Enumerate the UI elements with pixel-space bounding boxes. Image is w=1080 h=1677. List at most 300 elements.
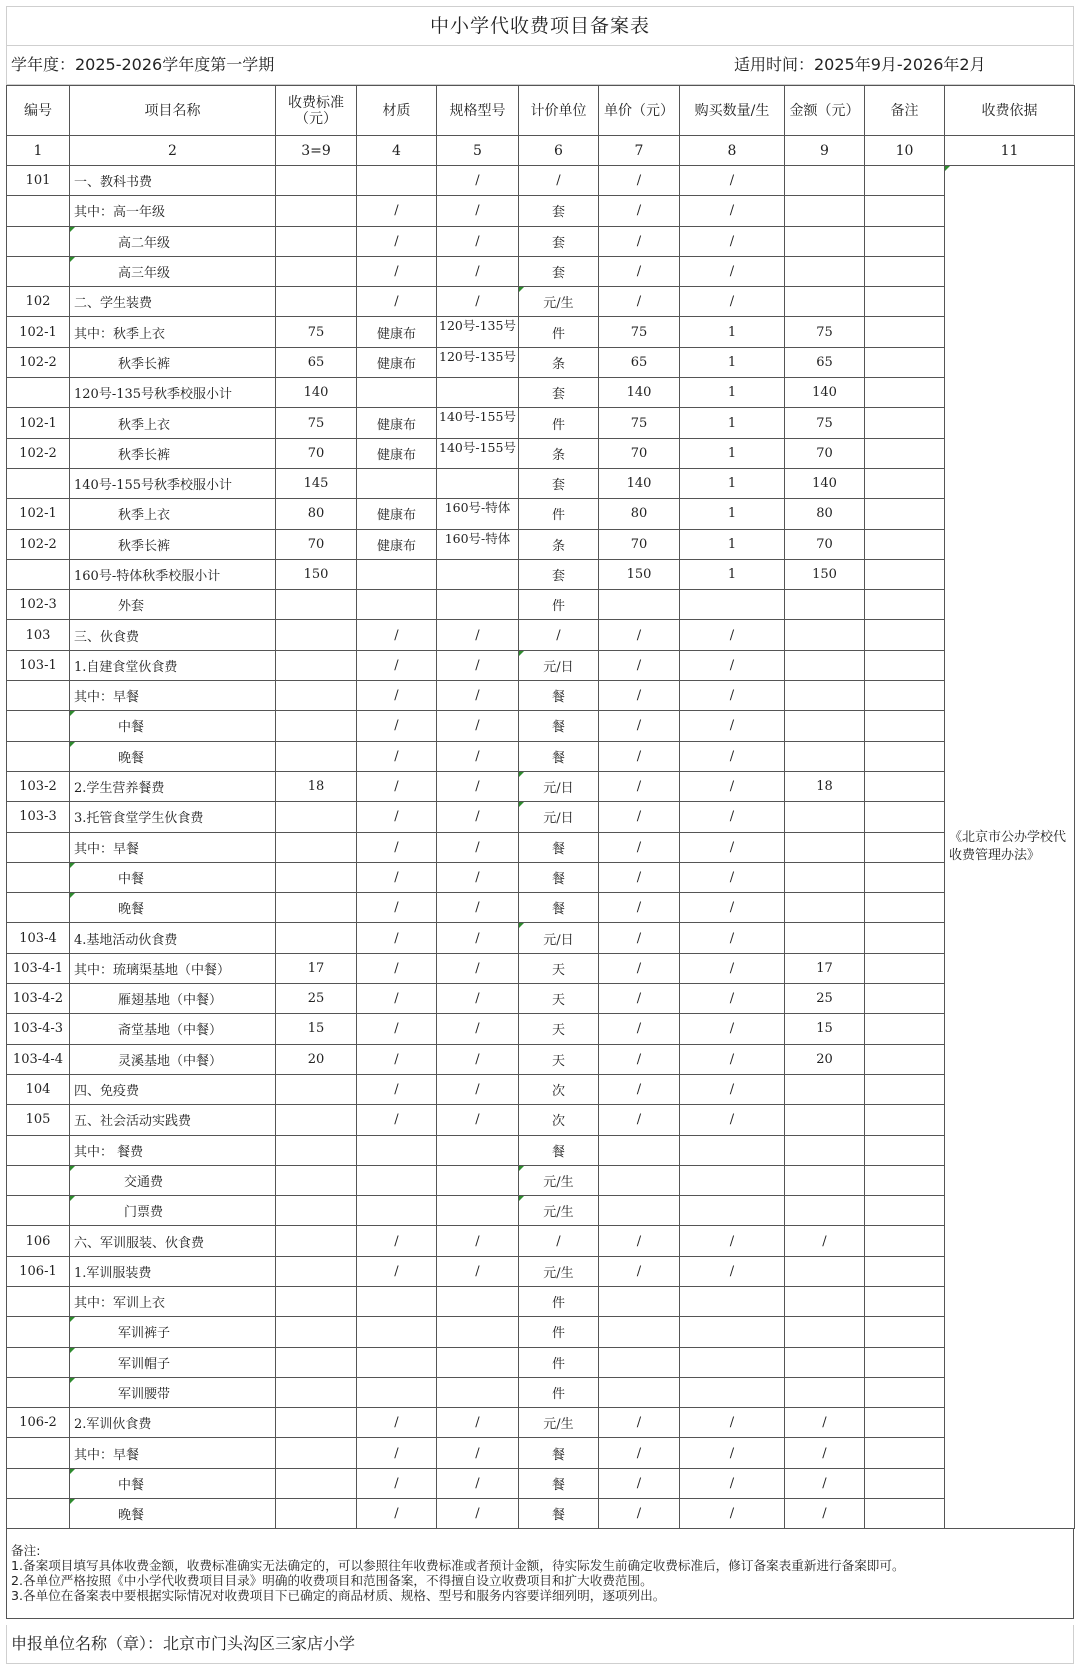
pricing-unit: 元/日	[519, 923, 599, 953]
unit-price: /	[599, 741, 680, 771]
item-name: 五、社会活动实践费	[70, 1105, 276, 1135]
remark	[865, 1468, 945, 1498]
remark	[865, 287, 945, 317]
remark	[865, 711, 945, 741]
header-note: 备注	[865, 86, 945, 136]
material: /	[357, 1044, 437, 1074]
remark	[865, 256, 945, 286]
notes-heading: 备注:	[11, 1543, 41, 1559]
spec-model: /	[437, 984, 519, 1014]
fee-standard	[276, 1226, 357, 1256]
pricing-unit: 天	[519, 953, 599, 983]
column-index-row	[7, 136, 1075, 166]
purchase-qty: /	[680, 862, 785, 892]
fee-standard: 140	[276, 378, 357, 408]
header-id: 编号	[7, 86, 70, 136]
pricing-unit: 套	[519, 468, 599, 498]
item-name: 其中：军训上衣	[70, 1286, 276, 1316]
spec-model: /	[437, 953, 519, 983]
purchase-qty: 1	[680, 438, 785, 468]
material: /	[357, 1438, 437, 1468]
material	[357, 1286, 437, 1316]
purchase-qty: /	[680, 1014, 785, 1044]
spec-model	[437, 1317, 519, 1347]
table-row	[7, 1347, 1075, 1377]
unit-price: /	[599, 923, 680, 953]
amount	[785, 711, 865, 741]
unit-price	[599, 1377, 680, 1407]
unit-price	[599, 1317, 680, 1347]
header-name: 项目名称	[70, 86, 276, 136]
purchase-qty: /	[680, 1256, 785, 1286]
purchase-qty: /	[680, 893, 785, 923]
material: /	[357, 1408, 437, 1438]
row-id	[7, 226, 70, 256]
material: /	[357, 893, 437, 923]
item-name: 秋季长裤	[70, 438, 276, 468]
item-name: 中餐	[70, 1468, 276, 1498]
fee-standard	[276, 1347, 357, 1377]
fee-standard: 150	[276, 559, 357, 589]
meta-row	[6, 46, 1074, 85]
unit-price: /	[599, 711, 680, 741]
amount: /	[785, 1499, 865, 1529]
purchase-qty: /	[680, 832, 785, 862]
table-row	[7, 317, 1075, 347]
table-row	[7, 1044, 1075, 1074]
row-id	[7, 1135, 70, 1165]
spec-model: /	[437, 1499, 519, 1529]
row-id: 103-4-3	[7, 1014, 70, 1044]
purchase-qty: /	[680, 166, 785, 196]
item-name: 秋季长裤	[70, 347, 276, 377]
purchase-qty: /	[680, 1438, 785, 1468]
amount: 25	[785, 984, 865, 1014]
item-name: 六、军训服装、伙食费	[70, 1226, 276, 1256]
table-row	[7, 862, 1075, 892]
amount: 20	[785, 1044, 865, 1074]
item-name: 3.托管食堂学生伙食费	[70, 802, 276, 832]
amount: 150	[785, 559, 865, 589]
material	[357, 1196, 437, 1226]
row-id: 105	[7, 1105, 70, 1135]
spec-model: 120号-135号	[437, 347, 519, 377]
material: /	[357, 953, 437, 983]
amount	[785, 1196, 865, 1226]
fee-standard: 25	[276, 984, 357, 1014]
remark	[865, 378, 945, 408]
purchase-qty: 1	[680, 499, 785, 529]
purchase-qty: /	[680, 196, 785, 226]
pricing-unit: 天	[519, 984, 599, 1014]
spec-model: /	[437, 1468, 519, 1498]
table-row	[7, 711, 1075, 741]
amount	[785, 1135, 865, 1165]
row-id	[7, 893, 70, 923]
material: /	[357, 196, 437, 226]
material: /	[357, 650, 437, 680]
remark	[865, 590, 945, 620]
fee-standard: 18	[276, 771, 357, 801]
table-row	[7, 953, 1075, 983]
spec-model: /	[437, 1256, 519, 1286]
fee-standard: 20	[276, 1044, 357, 1074]
item-name: 秋季上衣	[70, 408, 276, 438]
table-row	[7, 1105, 1075, 1135]
amount	[785, 590, 865, 620]
material: /	[357, 923, 437, 953]
row-id	[7, 862, 70, 892]
amount	[785, 1286, 865, 1316]
unit-price: /	[599, 1014, 680, 1044]
applicable-period: 适用时间：2025年9月-2026年2月	[734, 55, 986, 74]
item-name: 晚餐	[70, 1499, 276, 1529]
index-cell: 9	[785, 136, 865, 166]
unit-price	[599, 1196, 680, 1226]
pricing-unit: 件	[519, 1286, 599, 1316]
fee-standard	[276, 1286, 357, 1316]
remark	[865, 771, 945, 801]
item-name: 秋季上衣	[70, 499, 276, 529]
material: /	[357, 1074, 437, 1104]
material: /	[357, 741, 437, 771]
table-row	[7, 438, 1075, 468]
fee-standard	[276, 226, 357, 256]
remark	[865, 499, 945, 529]
school-year: 学年度：2025-2026学年度第一学期	[11, 55, 275, 74]
unit-price: /	[599, 256, 680, 286]
material: 健康布	[357, 438, 437, 468]
fee-standard: 65	[276, 347, 357, 377]
purchase-qty: /	[680, 771, 785, 801]
purchase-qty: 1	[680, 408, 785, 438]
spec-model: /	[437, 862, 519, 892]
table-row	[7, 802, 1075, 832]
row-id	[7, 468, 70, 498]
table-row	[7, 1317, 1075, 1347]
fee-standard: 70	[276, 529, 357, 559]
spec-model	[437, 1196, 519, 1226]
table-row	[7, 196, 1075, 226]
fee-standard: 80	[276, 499, 357, 529]
purchase-qty: /	[680, 650, 785, 680]
fee-standard	[276, 1408, 357, 1438]
fee-standard	[276, 166, 357, 196]
pricing-unit: 餐	[519, 681, 599, 711]
purchase-qty: 1	[680, 529, 785, 559]
row-id: 102-1	[7, 317, 70, 347]
index-cell: 4	[357, 136, 437, 166]
amount	[785, 620, 865, 650]
purchase-qty	[680, 1286, 785, 1316]
pricing-unit: 次	[519, 1105, 599, 1135]
table-row	[7, 468, 1075, 498]
spec-model: /	[437, 1438, 519, 1468]
item-name: 2.学生营养餐费	[70, 771, 276, 801]
pricing-unit: 套	[519, 378, 599, 408]
table-row	[7, 1468, 1075, 1498]
remark	[865, 620, 945, 650]
material: 健康布	[357, 529, 437, 559]
pricing-unit: 元/日	[519, 771, 599, 801]
pricing-unit: 条	[519, 438, 599, 468]
remark	[865, 1014, 945, 1044]
purchase-qty: /	[680, 681, 785, 711]
row-id: 106-1	[7, 1256, 70, 1286]
pricing-unit: 元/生	[519, 1196, 599, 1226]
pricing-unit: 件	[519, 317, 599, 347]
spec-model: 160号-特体	[437, 499, 519, 529]
fee-standard	[276, 681, 357, 711]
remark	[865, 1256, 945, 1286]
amount: 140	[785, 378, 865, 408]
header-unit: 计价单位	[519, 86, 599, 136]
row-id: 103-4	[7, 923, 70, 953]
table-row	[7, 923, 1075, 953]
unit-price: /	[599, 862, 680, 892]
unit-price: /	[599, 1408, 680, 1438]
unit-price	[599, 1165, 680, 1195]
pricing-unit: 件	[519, 408, 599, 438]
amount	[785, 681, 865, 711]
row-id	[7, 1196, 70, 1226]
item-name: 军训帽子	[70, 1347, 276, 1377]
unit-price: 140	[599, 468, 680, 498]
fee-standard	[276, 1105, 357, 1135]
fee-standard	[276, 1468, 357, 1498]
unit-price: 70	[599, 529, 680, 559]
row-id	[7, 711, 70, 741]
purchase-qty: /	[680, 1408, 785, 1438]
row-id	[7, 559, 70, 589]
item-name: 中餐	[70, 862, 276, 892]
remark	[865, 559, 945, 589]
pricing-unit: 餐	[519, 832, 599, 862]
amount	[785, 1317, 865, 1347]
amount	[785, 1347, 865, 1377]
pricing-unit: 元/生	[519, 1165, 599, 1195]
item-name: 二、学生装费	[70, 287, 276, 317]
fee-standard: 17	[276, 953, 357, 983]
amount	[785, 1256, 865, 1286]
header-material: 材质	[357, 86, 437, 136]
row-id	[7, 1165, 70, 1195]
fee-standard	[276, 1377, 357, 1407]
row-id	[7, 1317, 70, 1347]
purchase-qty	[680, 1317, 785, 1347]
amount: 65	[785, 347, 865, 377]
spec-model: /	[437, 893, 519, 923]
item-name: 军训腰带	[70, 1377, 276, 1407]
fee-standard	[276, 802, 357, 832]
fee-standard	[276, 650, 357, 680]
item-name: 斋堂基地（中餐）	[70, 1014, 276, 1044]
item-name: 外套	[70, 590, 276, 620]
spec-model: /	[437, 802, 519, 832]
unit-price: 75	[599, 317, 680, 347]
remark	[865, 408, 945, 438]
fee-standard	[276, 590, 357, 620]
material	[357, 1165, 437, 1195]
purchase-qty: 1	[680, 317, 785, 347]
purchase-qty: /	[680, 287, 785, 317]
pricing-unit: /	[519, 166, 599, 196]
table-row	[7, 287, 1075, 317]
unit-price	[599, 590, 680, 620]
item-name: 1.军训服装费	[70, 1256, 276, 1286]
material: /	[357, 1468, 437, 1498]
pricing-unit: 餐	[519, 893, 599, 923]
fee-standard	[276, 893, 357, 923]
material: /	[357, 1105, 437, 1135]
remark	[865, 1165, 945, 1195]
spec-model	[437, 1347, 519, 1377]
spec-model: /	[437, 741, 519, 771]
remark	[865, 741, 945, 771]
spec-model: /	[437, 923, 519, 953]
spec-model	[437, 468, 519, 498]
page-title: 中小学代收费项目备案表	[6, 6, 1074, 46]
unit-price: /	[599, 196, 680, 226]
row-id: 102-1	[7, 499, 70, 529]
spec-model: 120号-135号	[437, 317, 519, 347]
item-name: 120号-135号秋季校服小计	[70, 378, 276, 408]
unit-price: /	[599, 1438, 680, 1468]
item-name: 140号-155号秋季校服小计	[70, 468, 276, 498]
spec-model	[437, 1286, 519, 1316]
row-id: 103-3	[7, 802, 70, 832]
row-id	[7, 196, 70, 226]
basis-cell: 《北京市公办学校代收费管理办法》	[945, 166, 1075, 1529]
row-id: 103-1	[7, 650, 70, 680]
material	[357, 1135, 437, 1165]
pricing-unit: 元/生	[519, 287, 599, 317]
row-id	[7, 681, 70, 711]
unit-price: /	[599, 893, 680, 923]
item-name: 其中：琉璃渠基地（中餐）	[70, 953, 276, 983]
remark	[865, 802, 945, 832]
material	[357, 378, 437, 408]
row-id	[7, 1468, 70, 1498]
table-row	[7, 1408, 1075, 1438]
fee-table-body	[7, 166, 1075, 1529]
table-row	[7, 1286, 1075, 1316]
remark	[865, 166, 945, 196]
material: 健康布	[357, 408, 437, 438]
index-cell: 8	[680, 136, 785, 166]
table-row	[7, 650, 1075, 680]
remark	[865, 953, 945, 983]
remark	[865, 650, 945, 680]
unit-price: /	[599, 832, 680, 862]
remark	[865, 196, 945, 226]
spec-model	[437, 378, 519, 408]
remark	[865, 1074, 945, 1104]
item-name: 其中：早餐	[70, 681, 276, 711]
purchase-qty: /	[680, 1074, 785, 1104]
table-row	[7, 1165, 1075, 1195]
purchase-qty: 1	[680, 347, 785, 377]
amount: /	[785, 1468, 865, 1498]
unit-price: /	[599, 1468, 680, 1498]
material	[357, 1377, 437, 1407]
remark	[865, 468, 945, 498]
purchase-qty: /	[680, 741, 785, 771]
remark	[865, 1226, 945, 1256]
item-name: 其中：高一年级	[70, 196, 276, 226]
purchase-qty: /	[680, 1044, 785, 1074]
unit-price: 150	[599, 559, 680, 589]
amount: 140	[785, 468, 865, 498]
material: /	[357, 832, 437, 862]
fee-standard	[276, 1135, 357, 1165]
header-price: 单价（元）	[599, 86, 680, 136]
pricing-unit: 天	[519, 1044, 599, 1074]
remark	[865, 681, 945, 711]
purchase-qty: /	[680, 1499, 785, 1529]
spec-model: /	[437, 681, 519, 711]
unit-price: /	[599, 771, 680, 801]
remark	[865, 1286, 945, 1316]
row-id: 101	[7, 166, 70, 196]
remark	[865, 1317, 945, 1347]
pricing-unit: 元/生	[519, 1408, 599, 1438]
spec-model: /	[437, 1408, 519, 1438]
item-name: 一、教科书费	[70, 166, 276, 196]
material: /	[357, 287, 437, 317]
remark	[865, 1105, 945, 1135]
table-row	[7, 166, 1075, 196]
amount: 75	[785, 408, 865, 438]
amount	[785, 226, 865, 256]
purchase-qty	[680, 1347, 785, 1377]
row-id: 106-2	[7, 1408, 70, 1438]
amount: 70	[785, 438, 865, 468]
row-id	[7, 832, 70, 862]
purchase-qty	[680, 1165, 785, 1195]
row-id	[7, 741, 70, 771]
row-id	[7, 1499, 70, 1529]
purchase-qty: /	[680, 1226, 785, 1256]
material	[357, 166, 437, 196]
material: /	[357, 226, 437, 256]
remark	[865, 317, 945, 347]
row-id: 102-1	[7, 408, 70, 438]
spec-model	[437, 559, 519, 589]
amount: 17	[785, 953, 865, 983]
item-name: 四、免疫费	[70, 1074, 276, 1104]
purchase-qty: /	[680, 953, 785, 983]
table-row	[7, 832, 1075, 862]
material	[357, 590, 437, 620]
amount	[785, 862, 865, 892]
table-row	[7, 741, 1075, 771]
note-line: 3.各单位在备案表中要根据实际情况对收费项目下已确定的商品材质、规格、型号和服务内容要详细列明，逐项列出。	[11, 1588, 666, 1604]
table-row	[7, 984, 1075, 1014]
row-id	[7, 378, 70, 408]
fee-standard: 75	[276, 408, 357, 438]
header-qty: 购买数量/生	[680, 86, 785, 136]
fee-standard: 75	[276, 317, 357, 347]
item-name: 1.自建食堂伙食费	[70, 650, 276, 680]
spec-model: /	[437, 711, 519, 741]
row-id	[7, 256, 70, 286]
pricing-unit: 件	[519, 1377, 599, 1407]
remark	[865, 862, 945, 892]
table-row	[7, 893, 1075, 923]
pricing-unit: /	[519, 620, 599, 650]
row-id: 102-3	[7, 590, 70, 620]
